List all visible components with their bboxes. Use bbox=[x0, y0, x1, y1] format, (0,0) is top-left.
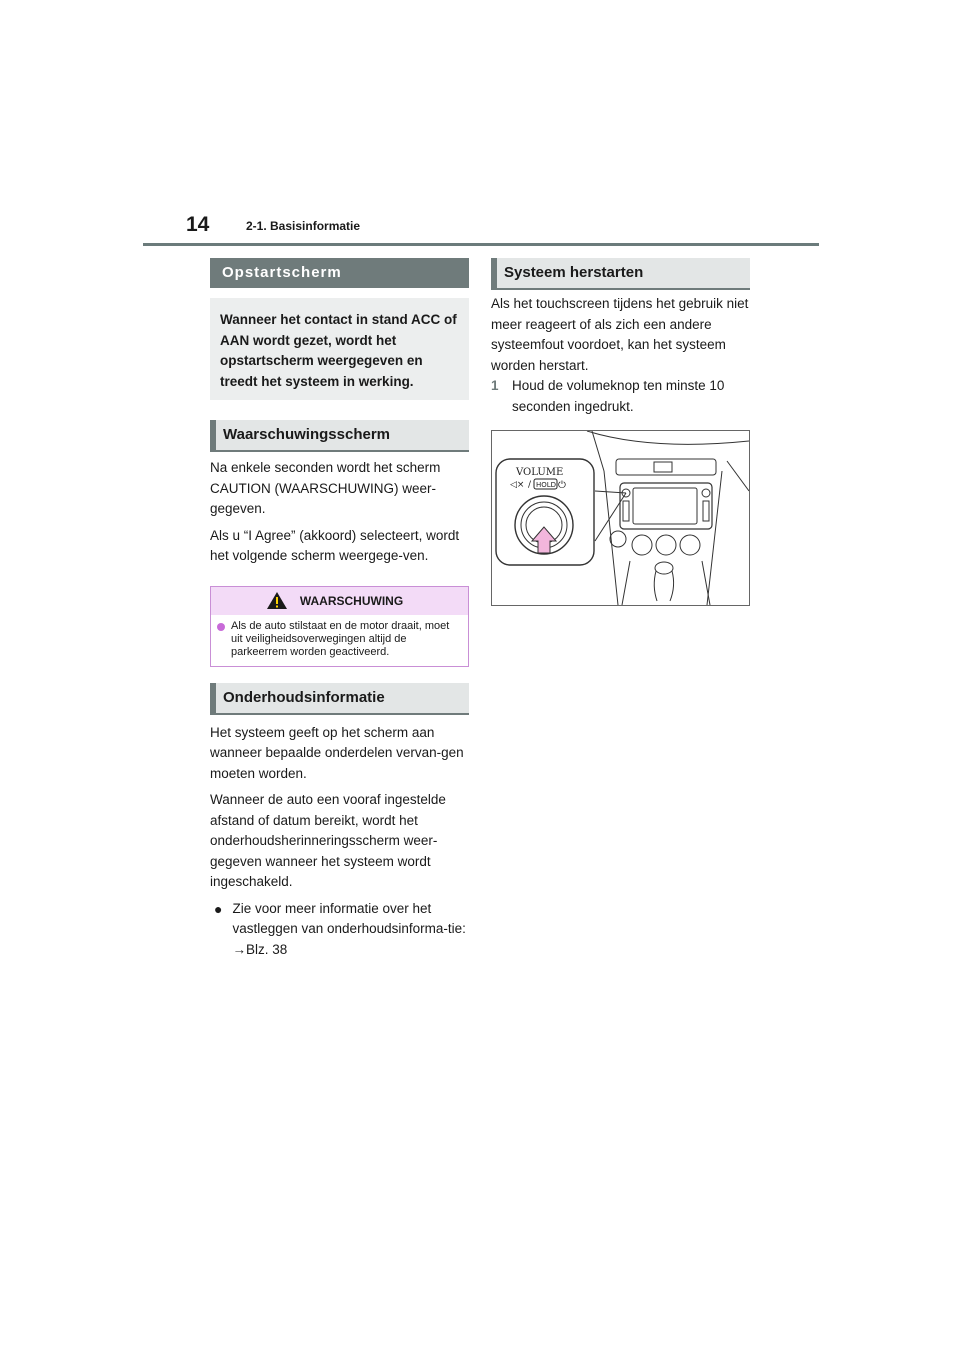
startup-intro: Wanneer het contact in stand ACC of AAN wordt gezet, wordt het opstartscherm weergegeven en treedt het systeem in werking. bbox=[210, 298, 469, 400]
power-icon: ⏻ bbox=[558, 480, 566, 491]
warning-screen-paragraph-1: Na enkele seconden wordt het scherm CAUTION (WAARSCHUWING) weer-gegeven. bbox=[210, 460, 441, 516]
warning-box bbox=[210, 586, 469, 667]
warning-box-text: Als de auto stilstaat en de motor draait, moet uit veiligheidsoverwegingen altijd de parkeerrem worden geactiveerd. bbox=[231, 619, 450, 658]
header-divider bbox=[143, 243, 819, 246]
mute-icon: ◁× bbox=[510, 480, 525, 490]
dashboard-illustration-icon bbox=[492, 431, 749, 605]
volume-label: VOLUME bbox=[516, 467, 564, 478]
startup-heading: Opstartscherm bbox=[210, 258, 469, 288]
bullet-icon: ● bbox=[214, 900, 223, 917]
volume-knob-illustration bbox=[491, 430, 750, 606]
warning-triangle-icon bbox=[266, 591, 288, 610]
restart-step bbox=[491, 376, 750, 417]
restart-heading: Systeem herstarten bbox=[491, 258, 750, 290]
bullet-dot-icon bbox=[217, 623, 225, 631]
hold-label: HOLD bbox=[536, 481, 557, 489]
warning-box-title: WAARSCHUWING bbox=[299, 593, 404, 608]
restart-paragraph: Als het touchscreen tijdens het gebruik niet meer reageert of als zich een andere systeemfout voordoet, kan het systeem worden herstart. bbox=[491, 296, 749, 373]
page-number: 14 bbox=[186, 213, 210, 236]
right-column bbox=[491, 258, 750, 606]
step-text: Houd de volumeknop ten minste 10 seconden ingedrukt. bbox=[512, 378, 725, 414]
maintenance-bullet-text: Zie voor meer informatie over het vastleggen van onderhoudsinforma-tie: →Blz. 38 bbox=[232, 900, 466, 957]
section-title: 2-1. Basisinformatie bbox=[246, 219, 361, 233]
maintenance-bullet bbox=[210, 899, 469, 961]
warning-box-header bbox=[211, 587, 468, 615]
svg-text:/: / bbox=[528, 480, 532, 490]
warning-screen-heading: Waarschuwingsscherm bbox=[210, 420, 469, 452]
warning-screen-paragraph-2: Als u “I Agree” (akkoord) selecteert, wordt het volgende scherm weergege-ven. bbox=[210, 527, 460, 563]
warning-box-body bbox=[211, 615, 468, 666]
maintenance-paragraph-2: Wanneer de auto een vooraf ingestelde afstand of datum bereikt, wordt het onderhoudsherinneringsscherm weer-gegeven wanneer het systeem wordt ingeschakeld. bbox=[210, 792, 446, 889]
left-column bbox=[210, 258, 469, 960]
step-number: 1 bbox=[491, 378, 499, 393]
maintenance-paragraph-1: Het systeem geeft op het scherm aan wanneer bepaalde onderdelen vervan-gen moeten worden. bbox=[210, 724, 464, 781]
maintenance-heading: Onderhoudsinformatie bbox=[210, 683, 469, 715]
